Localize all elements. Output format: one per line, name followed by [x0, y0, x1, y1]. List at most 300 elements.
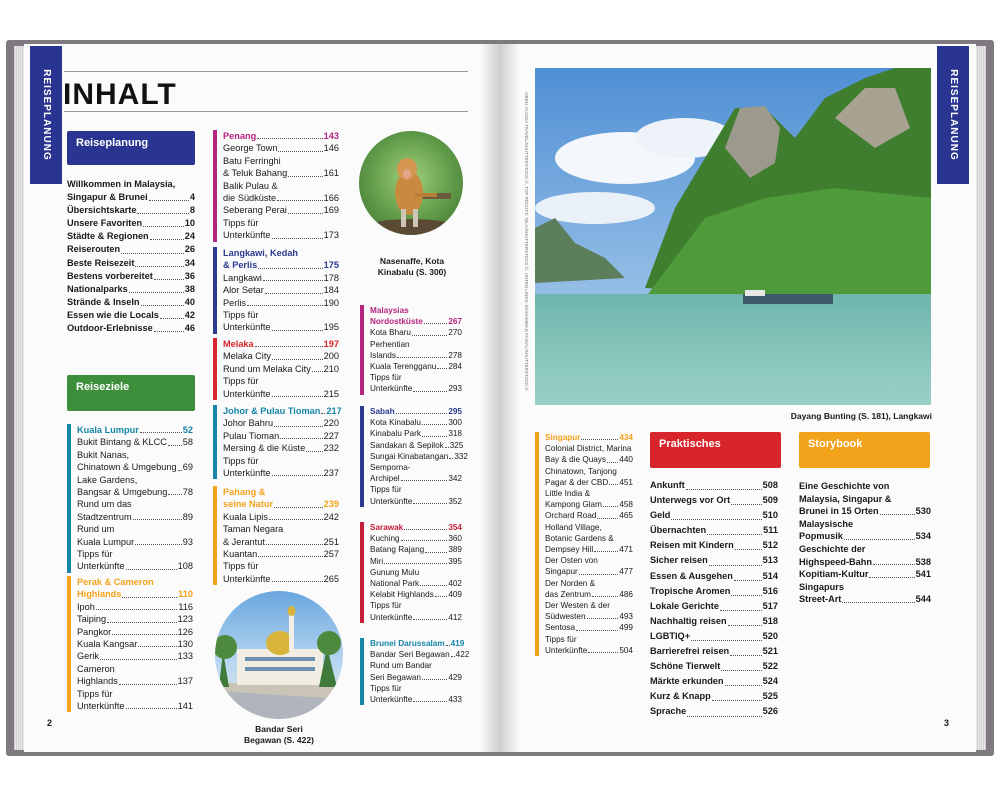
toc-entry-title: Mersing & die Küste — [223, 443, 306, 454]
toc-entry — [545, 466, 633, 477]
toc-entry — [370, 372, 462, 383]
toc-entry-page: 215 — [323, 388, 339, 399]
section-penang — [213, 130, 339, 242]
toc-entry-page: 471 — [619, 545, 633, 555]
toc-entry-title: Botanic Gardens & — [545, 533, 614, 543]
toc-entry — [370, 316, 462, 327]
toc-entry — [223, 573, 339, 585]
toc-entry — [545, 611, 633, 622]
toc-entry — [77, 436, 193, 448]
toc-entry — [799, 568, 931, 581]
toc-entry-title: Kuantan — [223, 549, 258, 560]
toc-entry-title: Melaka — [223, 339, 254, 349]
toc-entry — [650, 538, 778, 553]
toc-entry-title: Batang Rajang — [370, 545, 425, 555]
toc-entry — [370, 649, 470, 660]
toc-entry — [545, 522, 633, 533]
toc-entry-page: 544 — [915, 594, 931, 605]
dot-leader — [731, 504, 762, 505]
toc-entry — [223, 142, 339, 154]
dot-leader — [449, 458, 453, 459]
toc-entry-page: 166 — [323, 193, 339, 204]
toc-entry — [370, 428, 462, 439]
toc-entry-page: 195 — [323, 322, 339, 333]
dot-leader — [272, 359, 323, 360]
dot-leader — [397, 357, 447, 358]
toc-entry-title: Tipps für — [77, 688, 113, 699]
toc-entry-page: 412 — [448, 612, 462, 622]
toc-entry-title: Kuching — [370, 534, 400, 544]
toc-entry-page: 300 — [448, 418, 462, 428]
toc-entry-title: Bestens vorbereitet — [67, 270, 153, 281]
toc-entry — [67, 322, 195, 335]
toc-entry — [67, 178, 195, 191]
toc-entry-page: 525 — [762, 691, 778, 702]
toc-entry-title: Langkawi, Kedah — [223, 248, 299, 258]
toc-entry — [223, 467, 339, 479]
toc-entry — [77, 548, 193, 560]
toc-entry — [223, 297, 339, 309]
toc-entry-title: Unterkünfte — [223, 468, 271, 479]
toc-entry-page: 522 — [762, 661, 778, 672]
toc-entry-title: Barrierefrei reisen — [650, 646, 730, 657]
toc-entry-title: Tipps für — [370, 683, 402, 693]
toc-entry-page: 284 — [448, 362, 462, 372]
dot-leader — [396, 413, 448, 414]
toc-entry-title: Unterkünfte — [370, 384, 413, 394]
toc-entry — [650, 523, 778, 538]
toc-entry — [223, 284, 339, 296]
toc-entry-page: 227 — [323, 430, 339, 441]
dot-leader — [272, 581, 323, 582]
section-sarawak — [360, 522, 462, 623]
toc-entry-title: Städte & Regionen — [67, 231, 149, 242]
toc-entry-title: Bangsar & Umgebung — [77, 487, 168, 498]
toc-entry-title: Kurz & Knapp — [650, 691, 711, 702]
toc-entry-page: 465 — [619, 511, 633, 521]
toc-entry-title: Sarawak — [370, 523, 404, 532]
dot-leader — [141, 305, 184, 306]
toc-entry-page: 508 — [762, 480, 778, 490]
toc-entry — [223, 204, 339, 216]
section-kuala-lumpur — [67, 424, 193, 573]
toc-entry-title: Märkte erkunden — [650, 676, 724, 687]
dot-leader — [609, 484, 618, 485]
toc-entry — [223, 442, 339, 454]
dot-leader — [122, 597, 177, 598]
toc-entry-title: Kota Kinabalu — [370, 418, 421, 428]
toc-entry-title: Reisen mit Kindern — [650, 540, 734, 551]
toc-entry-page: 197 — [323, 339, 339, 349]
dot-leader — [150, 239, 184, 240]
toc-entry-title: Tipps für — [545, 634, 577, 644]
toc-entry — [77, 486, 193, 498]
toc-entry — [67, 270, 195, 283]
toc-entry-page: 141 — [177, 701, 193, 712]
toc-entry-title: National Park — [370, 579, 420, 589]
toc-entry-page: 318 — [448, 429, 462, 439]
dot-leader — [712, 700, 762, 701]
dot-leader — [422, 436, 447, 437]
toc-entry-page: 332 — [454, 451, 468, 461]
toc-entry-title: Strände & Inseln — [67, 296, 140, 307]
reiseplanung-header: Reiseplanung — [67, 131, 195, 165]
toc-entry-page: 429 — [448, 672, 462, 682]
toc-entry-page: 541 — [915, 569, 931, 580]
toc-entry-title: Übernachten — [650, 525, 707, 536]
toc-entry-page: 137 — [177, 676, 193, 687]
toc-entry — [545, 454, 633, 465]
title-rule-bottom — [64, 111, 468, 112]
toc-entry-page: 451 — [619, 477, 633, 487]
toc-entry-title: Unterkünfte — [223, 230, 271, 241]
dot-leader — [272, 396, 323, 397]
toc-entry-title: Der Westen & der — [545, 601, 610, 611]
toc-entry — [370, 578, 462, 589]
dot-leader — [312, 371, 323, 372]
toc-entry-title: George Town — [223, 143, 278, 154]
toc-entry — [799, 518, 931, 531]
toc-entry — [370, 638, 465, 649]
toc-entry — [545, 488, 633, 499]
toc-entry — [370, 473, 462, 484]
toc-entry — [77, 536, 193, 548]
toc-entry-page: 499 — [619, 623, 633, 633]
toc-entry-title: Singapurs — [799, 581, 844, 592]
toc-entry — [370, 350, 462, 361]
toc-entry-page: 354 — [448, 523, 462, 532]
toc-entry — [650, 689, 778, 704]
toc-entry-title: Semporna- — [370, 463, 411, 473]
toc-entry — [223, 548, 339, 560]
dot-leader — [280, 438, 322, 439]
toc-entry — [545, 477, 633, 488]
toc-entry-title: Kuala Lipis — [223, 511, 268, 522]
dot-leader — [265, 293, 323, 294]
toc-entry — [223, 229, 339, 241]
toc-entry — [77, 560, 193, 572]
toc-entry-page: 325 — [449, 440, 464, 450]
toc-entry — [77, 449, 193, 461]
toc-entry-page: 69 — [182, 462, 193, 473]
toc-entry-title: Tipps für — [370, 485, 402, 495]
toc-entry — [370, 462, 462, 473]
toc-entry — [370, 683, 462, 694]
dot-leader — [107, 622, 177, 623]
toc-entry — [545, 589, 633, 600]
toc-entry-page: 169 — [323, 205, 339, 216]
toc-entry — [799, 556, 931, 569]
toc-entry — [799, 593, 931, 606]
toc-entry-title: Sabah — [370, 407, 395, 416]
toc-entry — [370, 589, 462, 600]
toc-entry-page: 267 — [448, 317, 462, 327]
toc-entry — [67, 309, 195, 322]
toc-entry — [77, 424, 193, 436]
toc-entry-page: 511 — [763, 525, 778, 536]
section-melaka — [213, 338, 339, 400]
toc-entry-title: Singapur — [545, 567, 578, 577]
toc-entry — [370, 522, 462, 533]
toc-entry — [67, 230, 195, 243]
toc-entry — [77, 700, 193, 712]
toc-entry-title: Tipps für — [370, 601, 402, 611]
toc-entry-page: 173 — [323, 230, 339, 241]
toc-entry — [370, 361, 462, 372]
toc-entry-page: 517 — [762, 600, 778, 611]
toc-entry — [77, 461, 193, 473]
toc-entry-title: Kuala Kangsar — [77, 639, 138, 650]
toc-entry — [799, 505, 931, 518]
toc-entry-title: Malaysias — [370, 306, 409, 315]
dot-leader — [594, 551, 618, 552]
toc-entry-title: Pahang & — [223, 487, 266, 497]
dot-leader — [720, 610, 762, 611]
toc-entry-title: Kampong Glam — [545, 500, 602, 510]
toc-entry — [799, 530, 931, 543]
toc-entry-page: 509 — [762, 495, 778, 506]
toc-entry-title: Little India & — [545, 489, 591, 499]
toc-entry-page: 295 — [448, 407, 462, 416]
section-tab-right: REISEPLANUNG — [937, 46, 969, 184]
title-rule-top — [64, 71, 468, 72]
dot-leader — [154, 331, 184, 332]
toc-entry-page: 190 — [323, 297, 339, 308]
dot-leader — [686, 489, 762, 490]
toc-entry-title: Essen & Ausgehen — [650, 570, 733, 581]
page-edges-right — [976, 46, 986, 750]
toc-entry-page: 200 — [323, 351, 339, 362]
toc-entry — [370, 305, 462, 316]
toc-entry — [370, 533, 462, 544]
toc-entry — [223, 523, 339, 535]
toc-entry-page: 4 — [189, 192, 195, 203]
section-sabah — [360, 406, 468, 507]
dot-leader — [844, 539, 915, 540]
toc-entry-title: Seri Begawan — [370, 672, 421, 682]
toc-entry-page: 123 — [177, 614, 193, 625]
dot-leader — [691, 640, 762, 641]
toc-entry-page: 293 — [448, 384, 462, 394]
toc-entry-title: Islands — [370, 350, 396, 360]
toc-entry-page: 251 — [323, 536, 339, 547]
toc-entry — [370, 544, 462, 555]
dot-leader — [277, 200, 323, 201]
dot-leader — [581, 439, 618, 440]
toc-entry-title: Schöne Tierwelt — [650, 661, 721, 672]
dot-leader — [168, 445, 182, 446]
toc-entry-title: Sungai Kinabatangan — [370, 451, 449, 461]
toc-entry-title: Beste Reisezeit — [67, 257, 135, 268]
dot-leader — [143, 226, 184, 227]
toc-entry — [799, 581, 931, 594]
toc-entry — [370, 600, 462, 611]
dot-leader — [263, 280, 323, 281]
toc-entry-title: Eine Geschichte von — [799, 481, 890, 491]
toc-entry-title: Nachhaltig reisen — [650, 615, 727, 626]
toc-entry-title: Kuala Lumpur — [77, 536, 135, 547]
toc-entry-page: 34 — [184, 257, 195, 268]
dot-leader — [687, 716, 761, 717]
toc-entry-title: Pagar & der CBD — [545, 477, 609, 487]
toc-entry-title: Tipps für — [223, 217, 259, 228]
section-brunei — [360, 638, 470, 705]
mosque-photo — [215, 591, 343, 719]
dot-leader — [255, 346, 323, 347]
toc-entry-title: Übersichtskarte — [67, 205, 137, 216]
dot-leader — [258, 268, 322, 269]
section-singapur — [535, 432, 633, 656]
toc-entry — [223, 180, 339, 192]
toc-entry — [77, 613, 193, 625]
toc-entry — [545, 499, 633, 510]
dot-leader — [247, 305, 323, 306]
toc-entry-title: Ankunft — [650, 480, 685, 490]
toc-entry — [77, 601, 193, 613]
dot-leader — [422, 679, 447, 680]
toc-entry — [223, 130, 339, 142]
toc-entry-title: Rund um Melaka City — [223, 363, 311, 374]
toc-entry — [799, 543, 931, 556]
toc-entry-page: 93 — [182, 536, 193, 547]
toc-entry-page: 440 — [619, 455, 633, 465]
toc-entry-title: Ipoh — [77, 601, 95, 612]
toc-entry-title: Malaysia, Singapur & — [799, 493, 892, 504]
toc-entry — [77, 650, 193, 662]
toc-entry-page: 534 — [915, 531, 931, 542]
toc-entry — [67, 257, 195, 270]
toc-entry-page: 108 — [177, 561, 193, 572]
toc-entry-page: 516 — [762, 585, 778, 596]
praktisches-list — [650, 478, 778, 720]
dot-leader — [413, 619, 447, 620]
toc-entry-page: 36 — [184, 270, 195, 281]
dot-leader — [424, 323, 448, 324]
toc-entry-page: 78 — [182, 487, 193, 498]
toc-entry — [223, 247, 339, 259]
toc-entry — [545, 544, 633, 555]
dot-leader — [842, 602, 914, 603]
toc-entry-page: 175 — [323, 260, 339, 271]
toc-entry-title: Highlands — [77, 589, 122, 600]
toc-entry-page: 278 — [448, 350, 462, 360]
toc-entry — [545, 443, 633, 454]
section-johor — [213, 405, 342, 479]
toc-entry-page: 178 — [323, 272, 339, 283]
toc-entry — [223, 338, 339, 350]
toc-entry-title: Bandar Seri Begawan — [370, 650, 450, 660]
dot-leader — [413, 701, 447, 702]
toc-entry-title: Kopitiam-Kultur — [799, 569, 869, 580]
toc-entry-title: Dempsey Hill — [545, 545, 594, 555]
dot-leader — [721, 670, 761, 671]
toc-entry-title: Unterkünfte — [223, 322, 271, 333]
toc-entry-title: Stadtzentrum — [77, 511, 132, 522]
toc-entry — [223, 536, 339, 548]
toc-entry-page: 514 — [762, 570, 778, 581]
toc-entry — [370, 440, 462, 451]
section-langkawi — [213, 247, 339, 334]
toc-entry-page: 220 — [323, 418, 339, 429]
dot-leader — [154, 279, 184, 280]
toc-entry-title: Tipps für — [223, 455, 259, 466]
toc-entry-title: Highlands — [77, 676, 118, 687]
toc-entry-page: 257 — [323, 549, 339, 560]
toc-entry — [650, 569, 778, 584]
monkey-caption: Nasenaffe, Kota Kinabalu (S. 300) — [377, 256, 447, 277]
toc-entry — [650, 478, 778, 493]
toc-entry — [650, 614, 778, 629]
dot-leader — [257, 138, 322, 139]
toc-entry-title: Tipps für — [223, 561, 259, 572]
toc-entry-title: Pulau Tioman — [223, 430, 280, 441]
toc-entry — [370, 694, 462, 705]
page-edges-left — [14, 46, 24, 750]
toc-entry-title: Sentosa — [545, 623, 576, 633]
dot-leader — [269, 519, 323, 520]
toc-entry-page: 40 — [184, 296, 195, 307]
toc-entry — [223, 363, 339, 375]
toc-entry-title: LGBTIQ+ — [650, 630, 691, 641]
dot-leader — [707, 534, 762, 535]
toc-entry-page: 493 — [619, 612, 633, 622]
toc-entry — [223, 309, 339, 321]
toc-entry — [77, 626, 193, 638]
toc-entry-page: 161 — [323, 168, 339, 179]
dot-leader — [96, 609, 177, 610]
toc-entry — [545, 566, 633, 577]
toc-entry-title: Geschichte der — [799, 543, 866, 554]
toc-entry-title: Balik Pulau & — [223, 180, 278, 191]
dot-leader — [731, 595, 761, 596]
toc-entry-page: 422 — [455, 650, 470, 660]
toc-entry-title: Tipps für — [370, 373, 402, 383]
dot-leader — [274, 426, 323, 427]
dot-leader — [126, 708, 177, 709]
toc-entry-page: 242 — [323, 511, 339, 522]
toc-entry — [223, 455, 339, 467]
toc-entry-title: Unterwegs vor Ort — [650, 495, 731, 506]
toc-entry — [67, 296, 195, 309]
storybook-list — [799, 480, 931, 606]
toc-entry — [545, 645, 633, 656]
dot-leader — [425, 552, 447, 553]
toc-entry — [67, 204, 195, 217]
toc-entry — [370, 484, 462, 495]
dot-leader — [168, 494, 181, 495]
toc-entry-title: & Teluk Bahang — [223, 168, 288, 179]
toc-entry-title: Der Osten von — [545, 556, 598, 566]
toc-entry — [67, 243, 195, 256]
dot-leader — [288, 176, 322, 177]
dot-leader — [100, 659, 177, 660]
toc-entry-title: Perlis — [223, 297, 246, 308]
toc-entry-title: Gunung Mulu — [370, 567, 420, 577]
toc-entry — [370, 496, 462, 507]
toc-entry-title: Unterkünfte — [370, 612, 413, 622]
toc-entry-title: Tipps für — [77, 549, 113, 560]
toc-entry-title: Chinatown, Tanjong — [545, 466, 617, 476]
dot-leader — [880, 514, 915, 515]
toc-entry — [650, 599, 778, 614]
toc-entry — [650, 644, 778, 659]
toc-entry-title: die Südküste — [223, 193, 277, 204]
toc-entry-title: Outdoor-Erlebnisse — [67, 323, 153, 334]
toc-entry — [370, 660, 462, 671]
toc-entry-title: Batu Ferringhi — [223, 155, 281, 166]
reiseziele-header: Reiseziele — [67, 375, 195, 411]
dot-leader — [274, 507, 323, 508]
